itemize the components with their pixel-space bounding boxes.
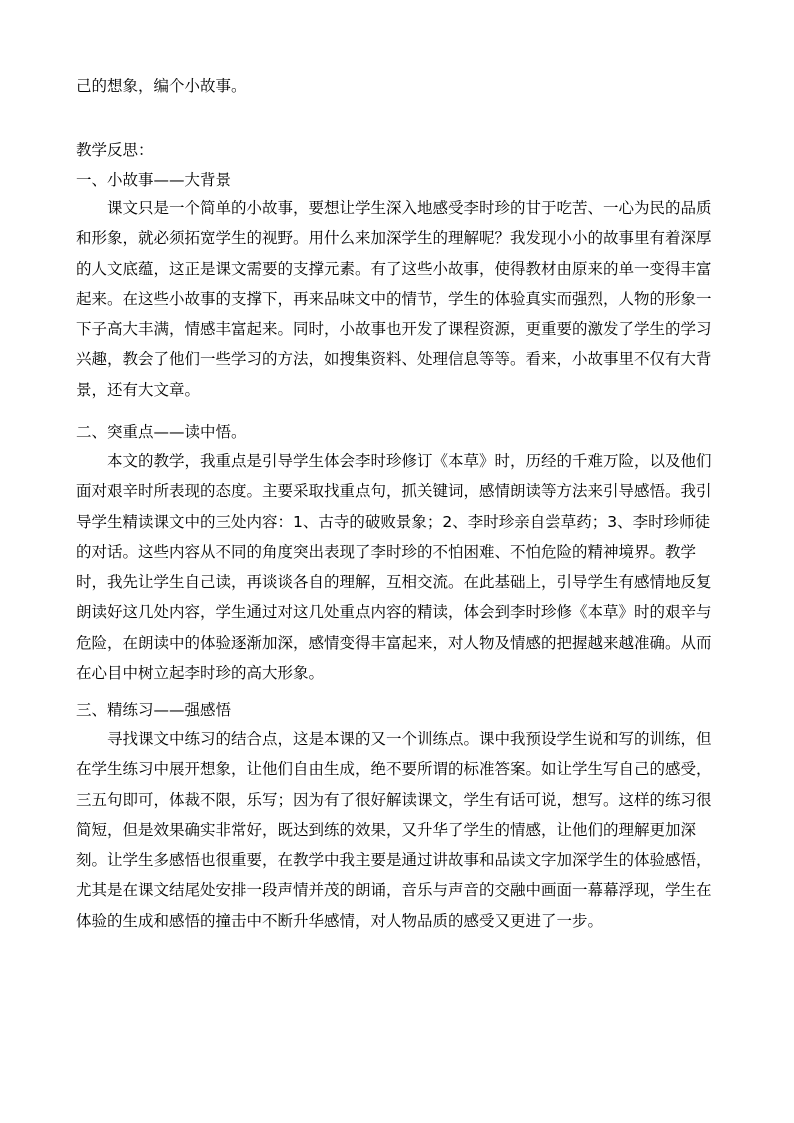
section-body-3: 寻找课文中练习的结合点，这是本课的又一个训练点。课中我预设学生说和写的训练，但在学生练习中展开想象，让他们自由生成，绝不要所谓的标准答案。如让学生写自己的感受，三五句即可，体裁不限，乐写；因为有了很好解读课文，学生有话可说，想写。这样的练习很简短，但是效果确实非常好，既达到练的效果，又升华了学生的情感，让他们的理解更加深刻。让学生多感悟也很重要，在教学中我主要是通过讲故事和品读文字加深学生的体验感悟，尤其是在课文结尾处安排一段声情并茂的朗诵，音乐与声音的交融中画面一幕幕浮现，学生在体验的生成和感悟的撞击中不断升华感情，对人物品质的感受又更进了一步。 — [76, 730, 712, 930]
lead-text: 己的想象，编个小故事。 — [76, 77, 247, 95]
reflection-title: 教学反思： — [76, 141, 154, 159]
section-paragraph-1 — [76, 193, 722, 405]
section-paragraph-3 — [76, 724, 722, 936]
section-body-2: 本文的教学，我重点是引导学生体会李时珍修订《本草》时，历经的千难万险，以及他们面对艰辛时所表现的态度。主要采取找重点句，抓关键词，感情朗读等方法来引导感悟。我引导学生精读课文中的三处内容：1、古寺的破败景象；2、李时珍亲自尝草药；3、李时珍师徒的对话。这些内容从不同的角度突出表现了李时珍的不怕困难、不怕危险的精神境界。教学时，我先让学生自己读，再谈谈各自的理解，互相交流。在此基础上，引导学生有感情地反复朗读好这几处内容，学生通过对这几处重点内容的精读，体会到李时珍修《本草》时的艰辛与危险，在朗读中的体验逐渐加深，感情变得丰富起来，对人物及情感的把握越来越准确。从而在心目中树立起李时珍的高大形象。 — [76, 452, 712, 683]
section-paragraph-2 — [76, 446, 722, 688]
section-body-1: 课文只是一个简单的小故事，要想让学生深入地感受李时珍的甘于吃苦、一心为民的品质和形象，就必须拓宽学生的视野。用什么来加深学生的理解呢？我发现小小的故事里有着深厚的人文底蕴，这正是课文需要的支撑元素。有了这些小故事，使得教材由原来的单一变得丰富起来。在这些小故事的支撑下，再来品味文中的情节，学生的体验真实而强烈，人物的形象一下子高大丰满，情感丰富起来。同时，小故事也开发了课程资源，更重要的激发了学生的学习兴趣，教会了他们一些学习的方法，如搜集资料、处理信息等等。看来，小故事里不仅有大背景，还有大文章。 — [76, 199, 712, 399]
section-heading-2: 二、突重点——读中悟。 — [76, 423, 247, 441]
section-heading-1: 一、小故事——大背景 — [76, 171, 232, 189]
section-heading-3: 三、精练习——强感悟 — [76, 701, 232, 719]
